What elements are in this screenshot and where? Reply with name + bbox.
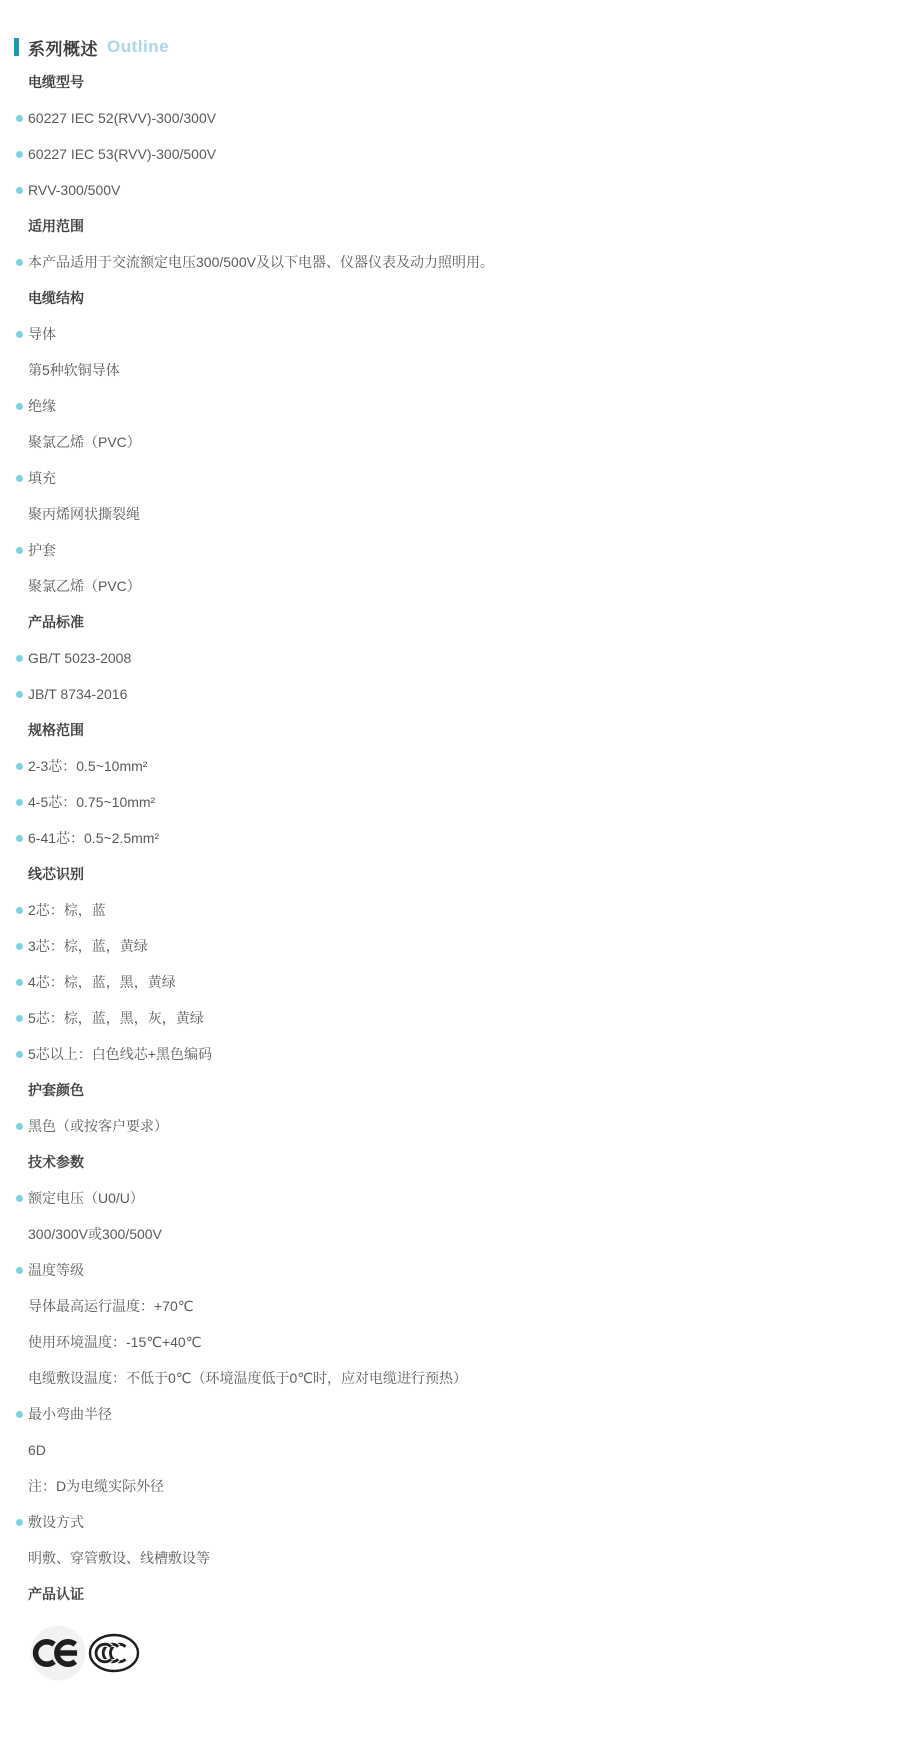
item-text: 60227 IEC 52(RVV)-300/300V <box>28 110 217 126</box>
section-heading: 产品认证 <box>28 1586 84 1602</box>
bullet-dot-icon <box>16 691 23 698</box>
item-text: 电缆敷设温度：不低于0℃（环境温度低于0℃时，应对电缆进行预热） <box>28 1370 468 1386</box>
item-text: 使用环境温度：-15℃+40℃ <box>28 1334 202 1350</box>
bullet-dot-icon <box>16 547 23 554</box>
bullet-item <box>0 784 900 820</box>
item-text: 4芯：棕，蓝，黑，黄绿 <box>28 974 176 990</box>
section-heading: 电缆结构 <box>28 290 84 306</box>
bullet-dot-icon <box>16 763 23 770</box>
bullet-dot-icon <box>16 1519 23 1526</box>
item-text: 6D <box>28 1442 46 1458</box>
item-text: 导体 <box>28 326 56 342</box>
detail-item <box>0 1360 900 1396</box>
page-title <box>14 36 900 58</box>
item-text: 300/300V或300/500V <box>28 1226 162 1242</box>
detail-item <box>0 424 900 460</box>
bullet-item <box>0 964 900 1000</box>
item-text: 黑色（或按客户要求） <box>28 1118 168 1134</box>
item-text: 明敷、穿管敷设、线槽敷设等 <box>28 1550 210 1566</box>
detail-item <box>0 1468 900 1504</box>
bullet-item <box>0 388 900 424</box>
item-text: 导体最高运行温度：+70℃ <box>28 1298 194 1314</box>
bullet-dot-icon <box>16 151 23 158</box>
item-text: 最小弯曲半径 <box>28 1406 112 1422</box>
bullet-dot-icon <box>16 1123 23 1130</box>
item-text: GB/T 5023-2008 <box>28 650 132 666</box>
item-text: 聚氯乙烯（PVC） <box>28 434 141 450</box>
bullet-dot-icon <box>16 1015 23 1022</box>
bullet-item <box>0 748 900 784</box>
page-title-en: Outline <box>107 37 170 56</box>
item-text: 3芯：棕，蓝，黄绿 <box>28 938 148 954</box>
bullet-dot-icon <box>16 799 23 806</box>
bullet-item <box>0 460 900 496</box>
bullet-item <box>0 1396 900 1432</box>
certification-logos <box>30 1624 900 1682</box>
bullet-item <box>0 928 900 964</box>
bullet-dot-icon <box>16 835 23 842</box>
bullet-item <box>0 640 900 676</box>
section-heading: 适用范围 <box>28 218 84 234</box>
bullet-item <box>0 244 900 280</box>
detail-item <box>0 1288 900 1324</box>
bullet-dot-icon <box>16 259 23 266</box>
detail-item <box>0 1216 900 1252</box>
item-text: 5芯以上：白色线芯+黑色编码 <box>28 1046 212 1062</box>
item-text: 聚丙烯网状撕裂绳 <box>28 506 140 522</box>
bullet-item <box>0 532 900 568</box>
title-accent-bar <box>14 38 19 56</box>
item-text: 第5种软铜导体 <box>28 362 120 378</box>
item-text: 绝缘 <box>28 398 56 414</box>
section-heading: 护套颜色 <box>28 1082 84 1098</box>
bullet-dot-icon <box>16 187 23 194</box>
item-text: 注：D为电缆实际外径 <box>28 1478 165 1494</box>
bullet-item <box>0 1504 900 1540</box>
bullet-dot-icon <box>16 403 23 410</box>
bullet-item <box>0 1000 900 1036</box>
page-title-zh: 系列概述 <box>28 39 98 59</box>
section-heading: 电缆型号 <box>28 74 84 90</box>
bullet-dot-icon <box>16 115 23 122</box>
bullet-item <box>0 172 900 208</box>
detail-item <box>0 496 900 532</box>
item-text: 6-41芯：0.5~2.5mm² <box>28 830 160 846</box>
bullet-item <box>0 1036 900 1072</box>
item-text: 5芯：棕，蓝，黑，灰，黄绿 <box>28 1010 204 1026</box>
bullet-item <box>0 1180 900 1216</box>
section-heading: 技术参数 <box>28 1154 84 1170</box>
ce-mark-icon <box>30 1625 86 1681</box>
bullet-item <box>0 1108 900 1144</box>
detail-item <box>0 568 900 604</box>
bullet-dot-icon <box>16 1051 23 1058</box>
item-text: 额定电压（U0/U） <box>28 1190 144 1206</box>
bullet-dot-icon <box>16 331 23 338</box>
item-text: 填充 <box>28 470 56 486</box>
item-text: 2芯：棕，蓝 <box>28 902 106 918</box>
item-text: 敷设方式 <box>28 1514 84 1530</box>
detail-item <box>0 1432 900 1468</box>
bullet-item <box>0 136 900 172</box>
item-text: RVV-300/500V <box>28 182 121 198</box>
bullet-dot-icon <box>16 655 23 662</box>
item-text: 60227 IEC 53(RVV)-300/500V <box>28 146 217 162</box>
bullet-item <box>0 100 900 136</box>
bullet-item <box>0 892 900 928</box>
item-text: 2-3芯：0.5~10mm² <box>28 758 148 774</box>
bullet-dot-icon <box>16 979 23 986</box>
detail-item <box>0 1324 900 1360</box>
section-heading: 产品标准 <box>28 614 84 630</box>
section-heading: 线芯识别 <box>28 866 84 882</box>
bullet-item <box>0 316 900 352</box>
bullet-dot-icon <box>16 475 23 482</box>
bullet-dot-icon <box>16 1411 23 1418</box>
bullet-dot-icon <box>16 907 23 914</box>
item-text: JB/T 8734-2016 <box>28 686 128 702</box>
detail-item <box>0 1540 900 1576</box>
bullet-dot-icon <box>16 943 23 950</box>
spec-list <box>0 64 900 1612</box>
bullet-dot-icon <box>16 1267 23 1274</box>
item-text: 温度等级 <box>28 1262 84 1278</box>
detail-item <box>0 352 900 388</box>
item-text: 护套 <box>28 542 56 558</box>
bullet-dot-icon <box>16 1195 23 1202</box>
item-text: 4-5芯：0.75~10mm² <box>28 794 156 810</box>
ccc-mark-icon <box>88 1633 140 1673</box>
bullet-item <box>0 820 900 856</box>
item-text: 本产品适用于交流额定电压300/500V及以下电器、仪器仪表及动力照明用。 <box>28 254 494 270</box>
bullet-item <box>0 676 900 712</box>
bullet-item <box>0 1252 900 1288</box>
section-heading: 规格范围 <box>28 722 84 738</box>
item-text: 聚氯乙烯（PVC） <box>28 578 141 594</box>
